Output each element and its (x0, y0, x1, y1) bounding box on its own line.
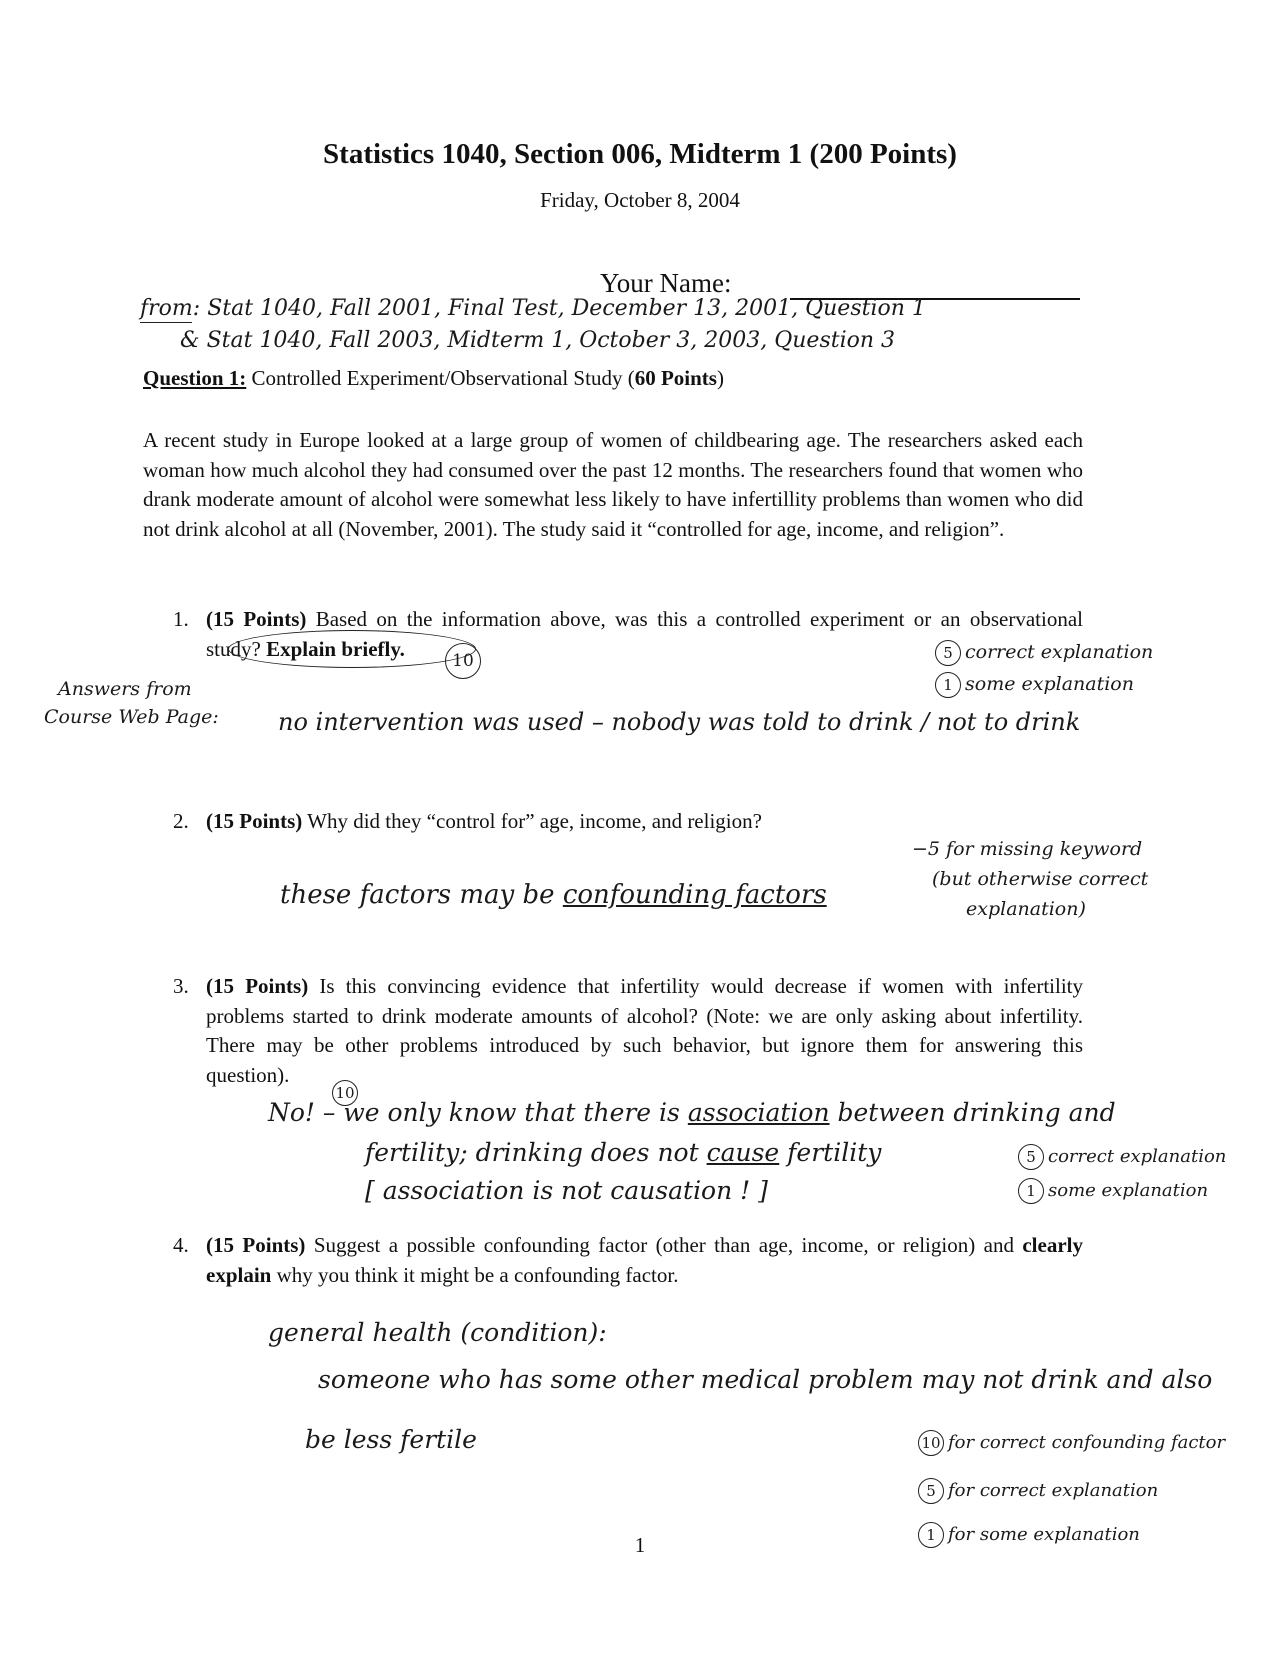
a3-rubric-1-text: correct explanation (1048, 1146, 1227, 1167)
a4-rubric-1 (918, 1430, 1225, 1456)
a3-line-1-underlined: association (687, 1098, 830, 1127)
a3-line-1 (268, 1098, 1116, 1127)
question-intro: A recent study in Europe looked at a large group of women of childbearing age. The researchers asked each woman how much alcohol they had consumed over the past 12 months. The researchers found that women who drank moderate amount of alcohol were somewhat less likely to have infertillity problems than women who did not drink alcohol at all (November, 2001). The study said it “controlled for age, income, and religion”. (143, 428, 1083, 541)
question-item-4 (143, 1231, 1083, 1290)
source-line-1-text: Stat 1040, Fall 2001, Final Test, December 13, 2001, Question 1 (207, 296, 926, 321)
page-number: 1 (634, 1533, 646, 1557)
question-points: 60 Points (634, 366, 717, 390)
question-item-3 (143, 972, 1083, 1090)
item-text: Is this convincing evidence that infertility would decrease if women with infertility problems started to drink moderate amounts of alcohol? (Note: we are only asking about infertility. There may be other problems introduced by such behavior, but ignore them for answering this question). (206, 974, 1083, 1087)
a1-answer: no intervention was used – nobody was told to drink / not to drink (278, 708, 1081, 736)
a3-line-3: [ association is not causation ! ] (365, 1176, 768, 1205)
item-number: 3. (173, 974, 189, 998)
a1-score-circle: 10 (445, 643, 481, 679)
a3-line-1-text: No! – we only know that there is (268, 1098, 688, 1127)
a2-answer-text: these factors may be (280, 880, 563, 910)
a4-line-1: general health (condition): (268, 1318, 607, 1347)
item-number: 4. (173, 1233, 189, 1257)
a3-rubric-2-text: some explanation (1048, 1180, 1209, 1201)
source-from-underline (140, 322, 192, 323)
handwritten-source-line-2: & Stat 1040, Fall 2003, Midterm 1, October 3, 2003, Question 3 (180, 328, 896, 353)
a3-line-2-text: fertility; drinking does not (365, 1138, 707, 1167)
item-text-bold: Explain briefly. (266, 636, 405, 661)
a4-line-3: be less fertile (305, 1425, 477, 1454)
observational-study-circle (228, 630, 476, 668)
question-label: Question 1: (143, 366, 247, 390)
a3-rubric-2 (1018, 1178, 1208, 1204)
a3-rubric-2-pts: 1 (1018, 1178, 1044, 1204)
exam-date: Friday, October 8, 2004 (540, 188, 740, 212)
a4-rubric-2-text: for correct explanation (948, 1480, 1159, 1501)
item-points: (15 Points) (206, 809, 303, 833)
item-text: Based on the information above, was this a controlled experiment or an observational study? (206, 607, 1083, 661)
a2-rubric-1: −5 for missing keyword (912, 838, 1143, 860)
a4-rubric-3-pts: 1 (918, 1522, 944, 1548)
question-close: ) (716, 366, 724, 390)
a3-line-2 (365, 1138, 881, 1167)
a3-rubric-1-pts: 5 (1018, 1144, 1044, 1170)
item-text-bold: clearly explain (206, 1233, 1083, 1287)
question-topic: Controlled Experiment/Observational Study ( (246, 366, 635, 390)
a1-score (445, 643, 485, 679)
a4-rubric-1-pts: 10 (918, 1430, 944, 1456)
a3-line-2-underlined: cause (706, 1138, 780, 1167)
item-number: 1. (173, 607, 189, 631)
exam-title: Statistics 1040, Section 006, Midterm 1 (200 Points) (323, 138, 957, 170)
a1-rubric-2-text: some explanation (965, 673, 1134, 695)
name-label: Your Name: (600, 268, 732, 298)
item-points: (15 Points) (206, 607, 307, 631)
handwritten-source-line-1 (140, 296, 926, 321)
a2-rubric-2: (but otherwise correct (932, 868, 1149, 890)
question-item-2 (143, 807, 1083, 837)
a1-rubric-2-pts: 1 (935, 672, 961, 698)
a4-rubric-2 (918, 1478, 1158, 1504)
a1-rubric-1-text: correct explanation (965, 641, 1154, 663)
item-points: (15 Points) (206, 974, 309, 998)
item-text-rest: why you think it might be a confounding factor. (271, 1262, 679, 1287)
a1-rubric-2 (935, 672, 1134, 698)
item-text: Suggest a possible confounding factor (other than age, income, or religion) and (305, 1233, 1023, 1257)
a4-rubric-3-text: for some explanation (948, 1524, 1140, 1545)
a3-score-circle: 10 (332, 1080, 358, 1106)
a1-side-note-2: Course Web Page: (44, 706, 219, 728)
a4-rubric-1-text: for correct confounding factor (948, 1432, 1226, 1453)
a3-line-1-rest: between drinking and (829, 1098, 1116, 1127)
source-from-label: from: (140, 296, 201, 321)
a1-rubric-1 (935, 640, 1153, 666)
a2-answer-underlined: confounding factors (562, 880, 827, 910)
a1-side-note-1: Answers from (58, 678, 192, 700)
a3-rubric-1 (1018, 1144, 1226, 1170)
item-points: (15 Points) (206, 1233, 306, 1257)
item-number: 2. (173, 809, 189, 833)
question-heading (143, 366, 724, 391)
a4-line-2: someone who has some other medical problem may not drink and also (318, 1365, 1213, 1394)
a4-rubric-2-pts: 5 (918, 1478, 944, 1504)
item-text: Why did they “control for” age, income, and religion? (302, 809, 762, 833)
a2-rubric-3: explanation) (966, 898, 1086, 920)
a2-answer (280, 880, 827, 910)
a1-rubric-1-pts: 5 (935, 640, 961, 666)
a3-line-2-rest: fertility (779, 1138, 882, 1167)
